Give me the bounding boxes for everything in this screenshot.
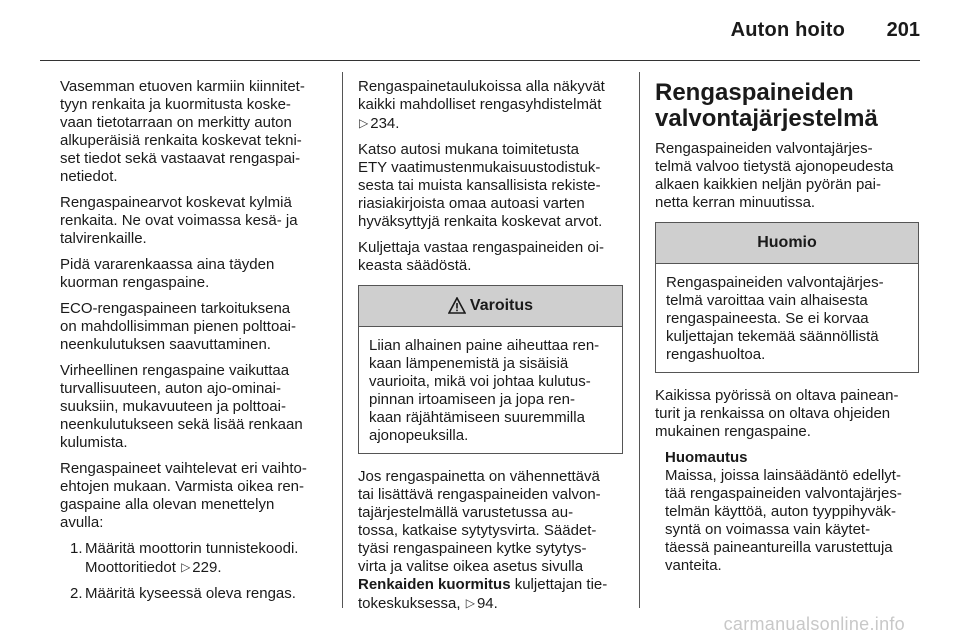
text-line: ECO-rengaspaineen tarkoituksena <box>60 300 291 317</box>
page-number: 201 <box>886 19 920 41</box>
note-title: Huomio <box>757 234 817 251</box>
paragraph <box>60 194 330 248</box>
text-line: kuljettajan tekemää säännöllistä <box>666 328 879 345</box>
warning-header <box>359 286 622 327</box>
text-line: neenkulutukseen sekä lisää renkaan <box>60 416 303 433</box>
paragraph <box>60 362 330 452</box>
text-line: on mahdollisimman pienen polttoai- <box>60 318 296 335</box>
watermark: carmanualsonline.info <box>723 614 905 634</box>
column-divider-1 <box>342 72 343 608</box>
text-line: rengaspaineesta. Se ei korvaa <box>666 310 869 327</box>
paragraph <box>655 140 930 212</box>
column-divider-2 <box>639 72 640 608</box>
list-item <box>60 585 330 603</box>
text-line: virta ja valitse oikea asetus sivulla <box>358 558 584 575</box>
text-line: Jos rengaspainetta on vähennettävä <box>358 468 600 485</box>
text-line: tää rengaspaineiden valvontajärjes- <box>665 485 902 502</box>
text-line: Määritä kyseessä oleva rengas. <box>85 585 296 602</box>
text-line: keasta säädöstä. <box>358 257 472 274</box>
page-reference-link[interactable]: 229. <box>192 559 222 576</box>
section-title: Auton hoito <box>730 19 845 41</box>
text-line: turvallisuuteen, auton ajo-ominai- <box>60 380 281 397</box>
text-line: sesta tai muista kansallisista rekiste- <box>358 177 601 194</box>
header-rule <box>40 60 920 61</box>
text-line: kaikki mahdolliset rengasyhdistelmät <box>358 96 602 113</box>
text-line: telmä valvoo tietystä ajonopeudesta <box>655 158 894 175</box>
text-line: talvirenkaille. <box>60 230 147 247</box>
text-line: Kaikissa pyörissä on oltava painean- <box>655 387 899 404</box>
text-line: tyäsi rengaspaineen kytke sytytys- <box>358 540 587 557</box>
paragraph <box>358 141 623 231</box>
warning-title: Varoitus <box>469 297 534 314</box>
text-fragment: kuljettajan tie- <box>510 576 608 593</box>
note-body <box>656 264 918 372</box>
text-line: riasiakirjoista omaa autoasi varten <box>358 195 585 212</box>
remark-title: Huomautus <box>665 449 748 466</box>
remark-block <box>655 449 930 575</box>
text-line: Liian alhainen paine aiheuttaa ren- <box>369 337 600 354</box>
text-line: telmä varoittaa vain alhaisesta <box>666 292 868 309</box>
text-line: vanteita. <box>665 557 722 574</box>
text-line: Rengaspaineet vaihtelevat eri vaihto- <box>60 460 307 477</box>
text-line: alkaen kaikkien neljän pyörän pai- <box>655 176 881 193</box>
text-line: tyyn renkaita ja kuormitusta koske- <box>60 96 291 113</box>
list-number: 1. <box>70 540 83 557</box>
paragraph <box>60 256 330 292</box>
section-heading <box>655 80 930 132</box>
text-line <box>85 558 330 577</box>
text-line: syntä on voimassa vain käytet- <box>665 521 871 538</box>
page-reference-icon: ▷ <box>359 116 369 130</box>
text-line <box>358 576 623 594</box>
column-1 <box>60 78 330 611</box>
text-line: neenkulutuksen saavuttaminen. <box>60 336 271 353</box>
text-line: kuorman rengaspaine. <box>60 274 210 291</box>
text-line: suuksiin, mukavuuteen ja polttoai- <box>60 398 286 415</box>
text-line: rengashuoltoa. <box>666 346 766 363</box>
text-line: Määritä moottorin tunnistekoodi. <box>85 540 299 557</box>
text-fragment: tokeskuksessa, <box>358 595 461 612</box>
text-line: tossa, katkaise sytytysvirta. Säädet- <box>358 522 597 539</box>
text-line: Rengaspainearvot koskevat kylmiä <box>60 194 292 211</box>
text-line: ajonopeuksilla. <box>369 427 469 444</box>
text-line: Rengaspaineiden valvontajärjes- <box>666 274 884 291</box>
text-line: hyväksyttyjä renkaita koskevat arvot. <box>358 213 603 230</box>
text-line: Kuljettaja vastaa rengaspaineiden oi- <box>358 239 604 256</box>
text-line: Rengaspainetaulukoissa alla näkyvät <box>358 78 605 95</box>
warning-triangle-icon <box>448 297 466 314</box>
text-line: kulumista. <box>60 434 128 451</box>
paragraph <box>60 78 330 186</box>
menu-name: Renkaiden kuormitus <box>358 576 511 593</box>
steps-list <box>60 540 330 603</box>
text-line: set tiedot sekä vastaavat rengaspai- <box>60 150 301 167</box>
text-line: täessä paineantureilla varustettuja <box>665 539 893 556</box>
text-line: alkuperäisiä renkaita koskevat tekni- <box>60 132 302 149</box>
text-line: Katso autosi mukana toimitetusta <box>358 141 579 158</box>
list-number: 2. <box>70 585 83 602</box>
text-line: telmän käyttöä, auton tyyppihyväk- <box>665 503 896 520</box>
text-fragment: Moottoritiedot <box>85 559 176 576</box>
text-line: kaan räjähtämiseen suuremmilla <box>369 409 585 426</box>
text-line: tai lisättävä rengaspaineiden valvon- <box>358 486 601 503</box>
paragraph <box>60 460 330 532</box>
warning-box <box>358 285 623 454</box>
page-reference-link[interactable]: 234. <box>370 115 400 132</box>
text-line: tajärjestelmällä varustetussa au- <box>358 504 574 521</box>
text-line: Pidä vararenkaassa aina täyden <box>60 256 275 273</box>
page-reference-link[interactable]: 94. <box>476 595 498 612</box>
warning-body <box>359 327 622 453</box>
page-reference-icon: ▷ <box>181 560 191 574</box>
text-line <box>358 594 623 613</box>
text-line: ETY vaatimustenmukaisuustodistuk- <box>358 159 601 176</box>
text-line <box>358 114 623 133</box>
page-header <box>0 0 960 48</box>
paragraph <box>60 300 330 354</box>
text-line: netta kerran minuutissa. <box>655 194 816 211</box>
text-line: Virheellinen rengaspaine vaikuttaa <box>60 362 290 379</box>
note-header <box>656 223 918 264</box>
heading-line: Rengaspaineiden <box>655 79 854 106</box>
paragraph <box>358 239 623 275</box>
text-line: Vasemman etuoven karmiin kiinnitet- <box>60 78 305 95</box>
text-line: ehtojen mukaan. Varmista oikea ren- <box>60 478 305 495</box>
page-reference-icon: ▷ <box>465 596 475 610</box>
text-line: vaurioita, mikä voi johtaa kulutus- <box>369 373 591 390</box>
column-2 <box>358 78 623 621</box>
paragraph <box>655 387 930 441</box>
text-line: vaan tietotarraan on merkitty auton <box>60 114 292 131</box>
list-item <box>60 540 330 577</box>
text-line: kaan lämpenemistä ja sisäisiä <box>369 355 569 372</box>
text-line: pinnan irtoamiseen ja jopa ren- <box>369 391 575 408</box>
text-line: avulla: <box>60 514 104 531</box>
text-line: renkaita. Ne ovat voimassa kesä- ja <box>60 212 298 229</box>
paragraph <box>358 468 623 613</box>
text-line: mukainen rengaspaine. <box>655 423 811 440</box>
heading-line: valvontajärjestelmä <box>655 105 878 132</box>
text-line: Rengaspaineiden valvontajärjes- <box>655 140 873 157</box>
column-3 <box>655 80 930 575</box>
note-box <box>655 222 919 373</box>
text-line: netiedot. <box>60 168 118 185</box>
text-line: gaspaine alla olevan menettelyn <box>60 496 275 513</box>
paragraph <box>358 78 623 133</box>
text-line: turit ja renkaissa on oltava ohjeiden <box>655 405 891 422</box>
text-line: Maissa, joissa lainsäädäntö edellyt- <box>665 467 901 484</box>
